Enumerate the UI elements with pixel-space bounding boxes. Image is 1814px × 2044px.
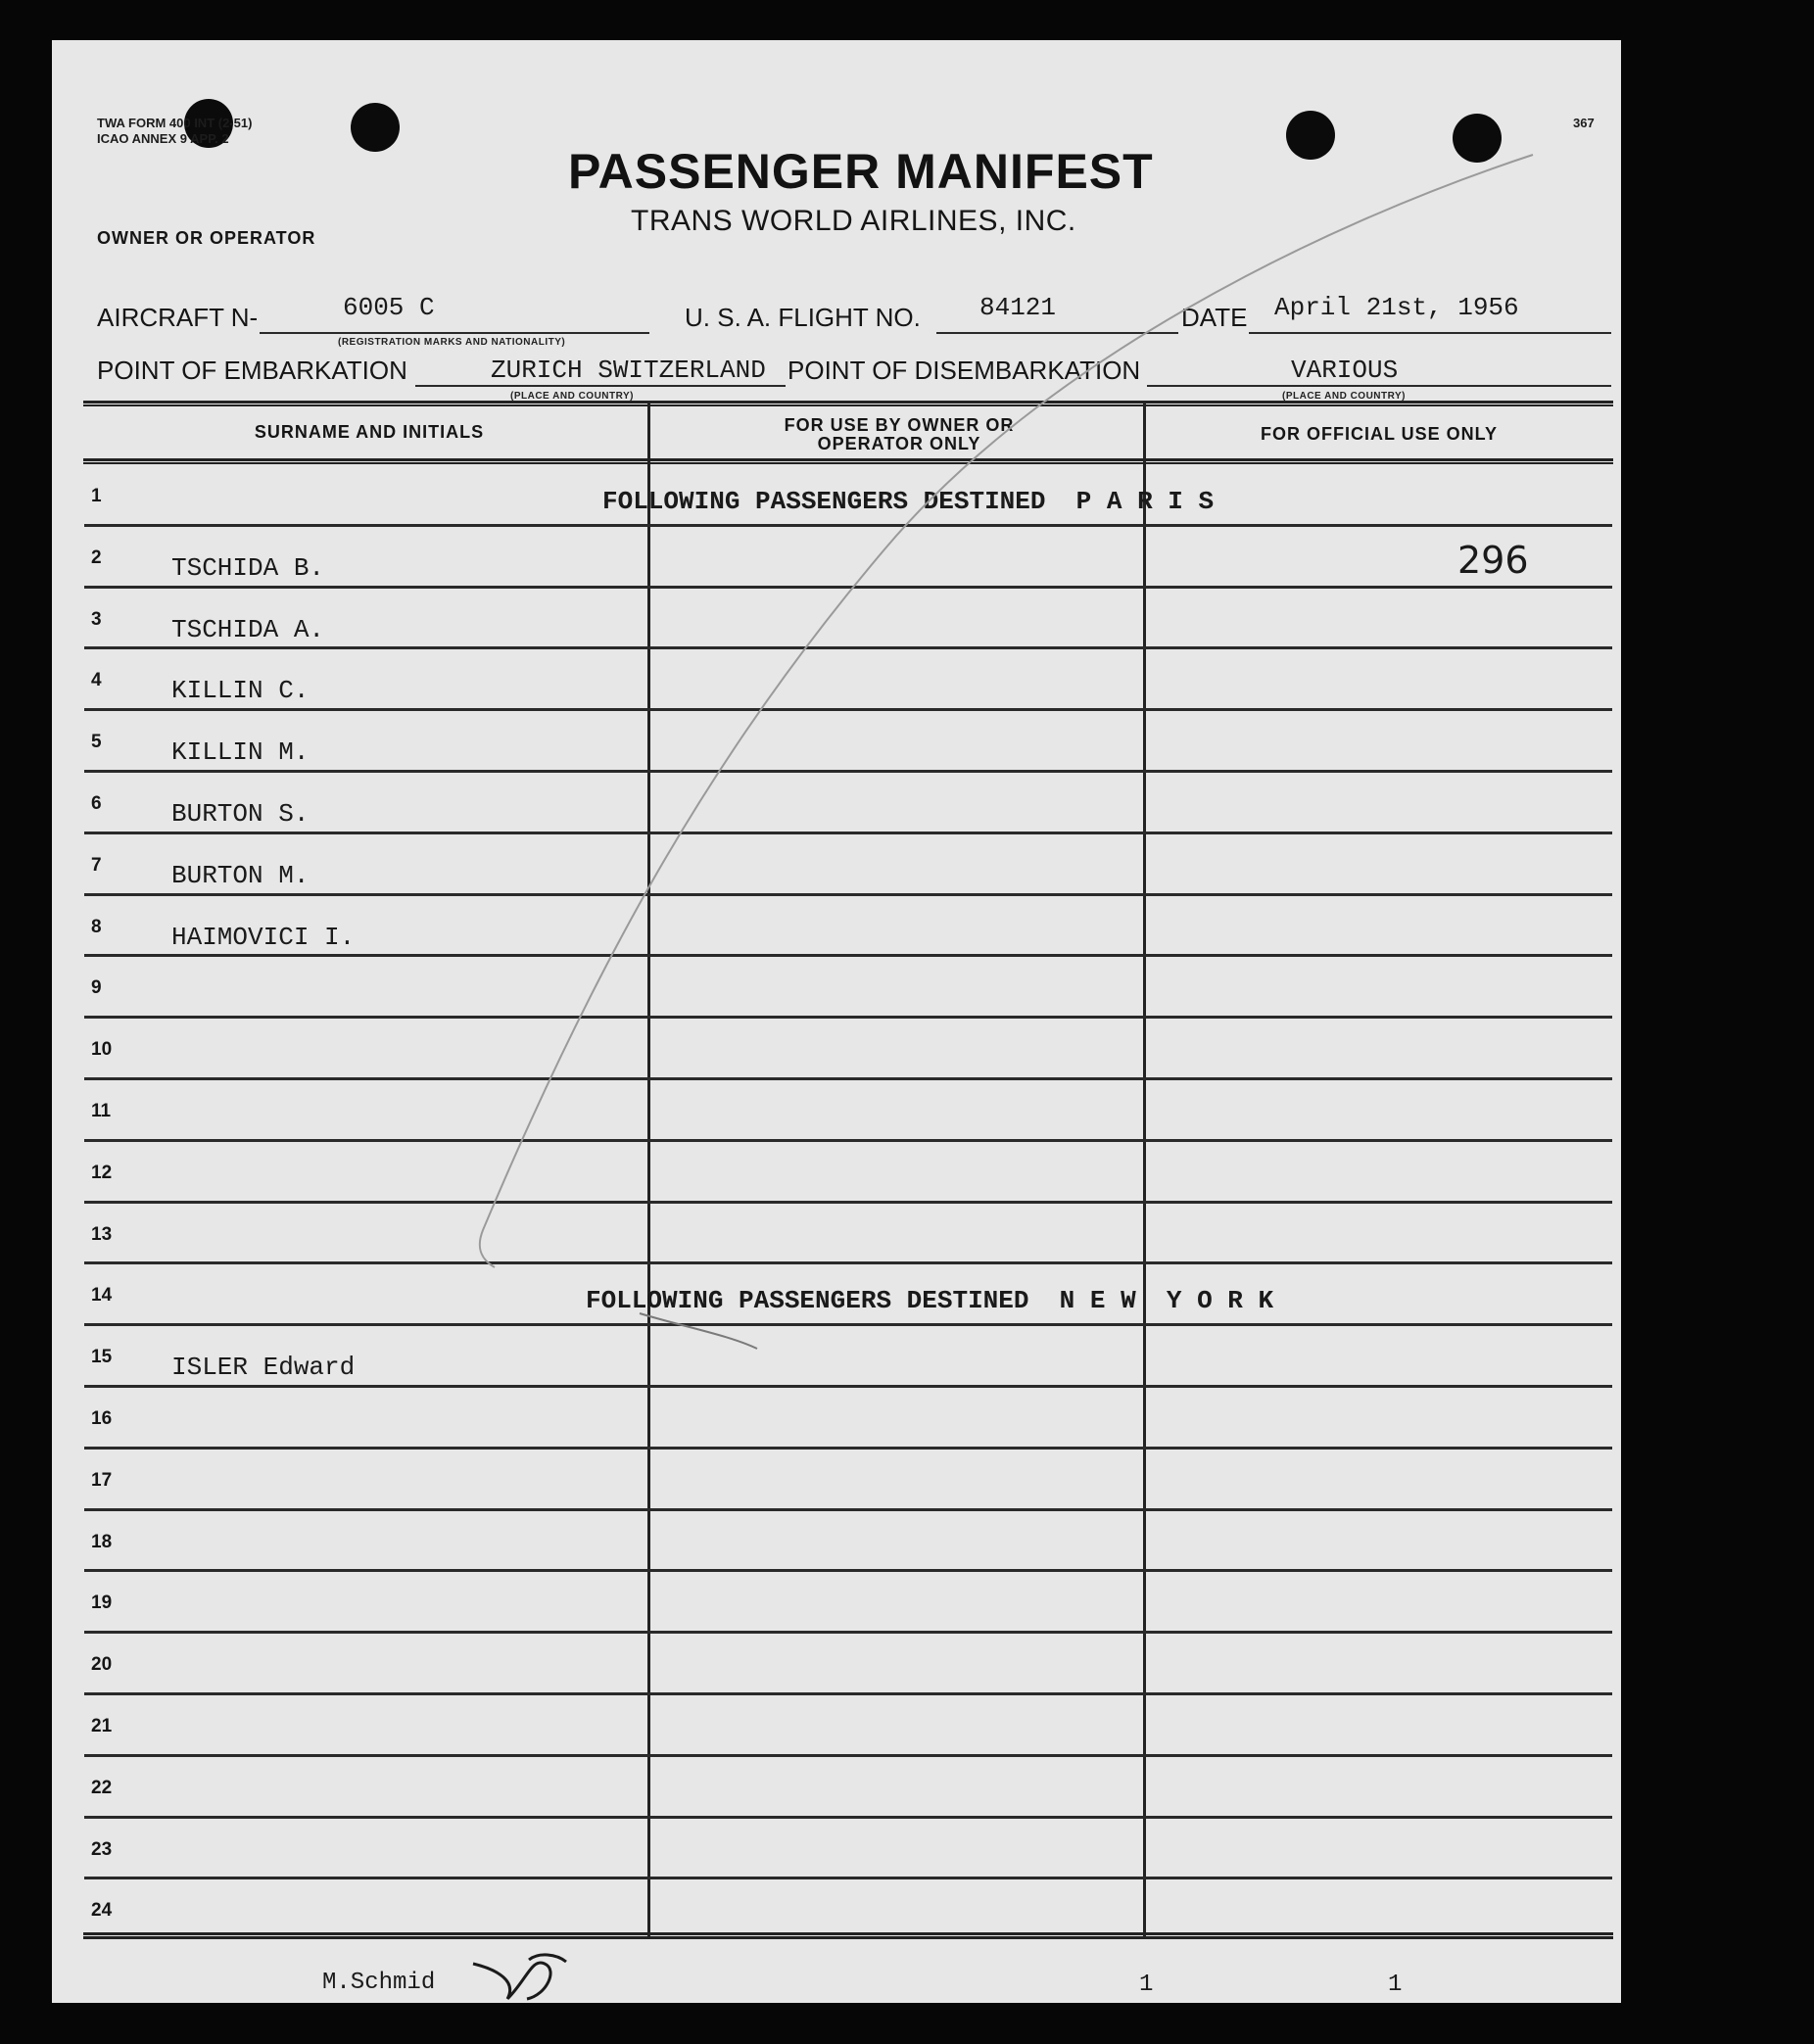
row-number: 6 <box>91 793 102 814</box>
passenger-name: HAIMOVICI I. <box>171 922 356 952</box>
passenger-name: KILLIN C. <box>171 676 310 706</box>
airline-name: TRANS WORLD AIRLINES, INC. <box>631 205 1076 237</box>
embarkation-caption: (PLACE AND COUNTRY) <box>510 391 634 402</box>
passenger-name: TSCHIDA B. <box>171 552 325 583</box>
flight-number-value: 84121 <box>979 293 1057 322</box>
destination-banner-new-york: FOLLOWING PASSENGERS DESTINED N E W Y O R K <box>586 1286 1274 1315</box>
row-number: 9 <box>91 977 102 999</box>
row-number: 17 <box>91 1469 113 1491</box>
row-number: 14 <box>91 1285 113 1307</box>
row-number: 13 <box>91 1223 113 1245</box>
row-number: 15 <box>91 1347 113 1368</box>
embarkation-label: POINT OF EMBARKATION <box>97 356 407 385</box>
row-number: 22 <box>91 1777 113 1798</box>
date-label: DATE <box>1181 303 1248 332</box>
row-number: 16 <box>91 1408 113 1429</box>
disembarkation-value: VARIOUS <box>1291 356 1399 385</box>
row-number: 7 <box>91 854 102 876</box>
row-number: 24 <box>91 1900 113 1922</box>
row-number: 10 <box>91 1039 113 1061</box>
aircraft-caption: (REGISTRATION MARKS AND NATIONALITY) <box>338 337 566 348</box>
row-number: 4 <box>91 670 102 691</box>
aircraft-value: 6005 C <box>343 293 435 322</box>
flight-number-label: U. S. A. FLIGHT NO. <box>685 303 921 332</box>
icao-reference: ICAO ANNEX 9 APP. 2 <box>97 131 229 146</box>
row-number: 5 <box>91 732 102 753</box>
column-header-surname: SURNAME AND INITIALS <box>254 422 485 442</box>
row-number: 8 <box>91 916 102 937</box>
row-number: 18 <box>91 1531 113 1552</box>
page-title: PASSENGER MANIFEST <box>568 144 1154 199</box>
passenger-name: BURTON M. <box>171 860 310 890</box>
passenger-name: ISLER Edward <box>171 1353 356 1383</box>
page-count: 1 <box>1388 1972 1403 1998</box>
row-number: 1 <box>91 486 102 506</box>
row-number: 21 <box>91 1716 113 1736</box>
prepared-by-signature: M.Schmid <box>322 1970 436 1996</box>
passenger-name: TSCHIDA A. <box>171 614 325 644</box>
embarkation-value: ZURICH SWITZERLAND <box>491 356 766 385</box>
passenger-name: KILLIN M. <box>171 737 310 768</box>
row-number: 2 <box>91 547 102 568</box>
row-number: 23 <box>91 1838 113 1860</box>
row-number: 3 <box>91 608 102 630</box>
column-header-official-use: FOR OFFICIAL USE ONLY <box>1260 424 1499 444</box>
disembarkation-label: POINT OF DISEMBARKATION <box>788 356 1141 385</box>
aircraft-label: AIRCRAFT N- <box>97 303 259 332</box>
form-number: TWA FORM 400 INT (2-51) <box>97 116 253 130</box>
destination-banner-paris: FOLLOWING PASSENGERS DESTINED P A R I S <box>602 487 1215 516</box>
row-number: 20 <box>91 1654 113 1676</box>
owner-operator-label: OWNER OR OPERATOR <box>97 228 316 248</box>
date-value: April 21st, 1956 <box>1274 293 1519 322</box>
page-number: 1 <box>1139 1972 1154 1998</box>
pencil-stroke <box>52 40 1621 2003</box>
sheet-number: 367 <box>1573 116 1595 130</box>
row-number: 11 <box>91 1101 112 1121</box>
column-header-owner-use: FOR USE BY OWNER OR OPERATOR ONLY <box>784 415 1015 453</box>
disembarkation-caption: (PLACE AND COUNTRY) <box>1282 391 1406 402</box>
official-note: 296 <box>1457 539 1529 582</box>
row-number: 12 <box>91 1162 113 1183</box>
manifest-sheet <box>52 40 1621 2003</box>
row-number: 19 <box>91 1592 113 1614</box>
signature-scribble <box>468 1950 576 2003</box>
passenger-name: BURTON S. <box>171 799 310 829</box>
